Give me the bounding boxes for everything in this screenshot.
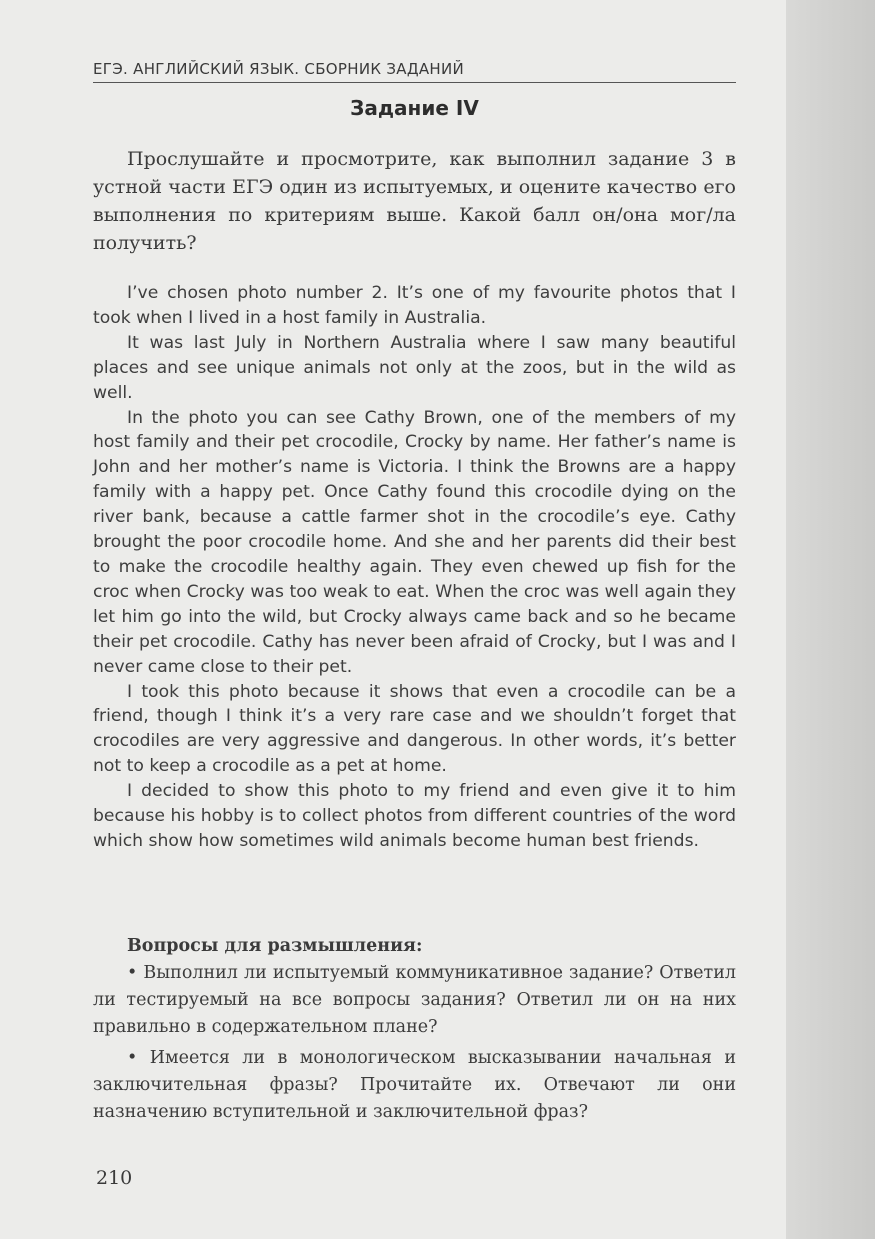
page-number: 210 — [96, 1167, 133, 1189]
scan-right-margin — [786, 0, 875, 1239]
sample-answer — [93, 281, 736, 854]
instruction-text: Прослушайте и просмотрите, как выполнил задание 3 в устной части ЕГЭ один из испытуемых, и оцените качество его выполнения по критериям выше. Какой балл он/она мог/ла получить? — [93, 148, 736, 254]
answer-paragraph: I took this photo because it shows that even a crocodile can be a friend, though I think it’s a very rare case and we shouldn’t forget that crocodiles are very aggressive and dangerous. In other words, it’s better not to keep a crocodile as a pet at home. — [93, 681, 736, 777]
reflection-questions — [93, 933, 736, 1130]
task-title: Задание IV — [350, 96, 479, 120]
task-instruction — [93, 145, 736, 257]
question-item: • Имеется ли в монологическом высказывании начальная и заключительная фразы? Прочитайте их. Отвечают ли они назначению вступительной и заключительной фраз? — [93, 1048, 736, 1122]
answer-paragraph: I’ve chosen photo number 2. It’s one of my favourite photos that I took when I lived in a host family in Australia. — [93, 283, 736, 328]
questions-heading: Вопросы для размышления: — [127, 936, 423, 956]
answer-paragraph: It was last July in Northern Australia where I saw many beautiful places and see unique animals not only at the zoos, but in the wild as well. — [93, 332, 736, 403]
answer-paragraph: I decided to show this photo to my friend and even give it to him because his hobby is to collect photos from different countries of the word which show how sometimes wild animals become human best friends. — [93, 781, 736, 851]
answer-paragraph: In the photo you can see Cathy Brown, one of the members of my host family and their pet crocodile, Crocky by name. Her father’s name is John and her mother’s name is Victoria. I think the Browns are a happy family with a happy pet. Once Cathy found this crocodile dying on the river bank, because a cattle farmer shot in the crocodile’s eye. Cathy brought the poor crocodile home. And she and her parents did their best to make the crocodile healthy again. They even chewed up fish for the croc when Crocky was too weak to eat. When the croc was well again they let him go into the wild, but Crocky always came back and so he became their pet crocodile. Cathy has never been afraid of Crocky, but I was and I never came close to their pet. — [93, 407, 736, 677]
running-head: ЕГЭ. АНГЛИЙСКИЙ ЯЗЫК. СБОРНИК ЗАДАНИЙ — [93, 60, 736, 83]
question-item: • Выполнил ли испытуемый коммуникативное задание? Ответил ли тестируемый на все вопросы задания? Ответил ли он на них правильно в содержательном плане? — [93, 963, 736, 1037]
